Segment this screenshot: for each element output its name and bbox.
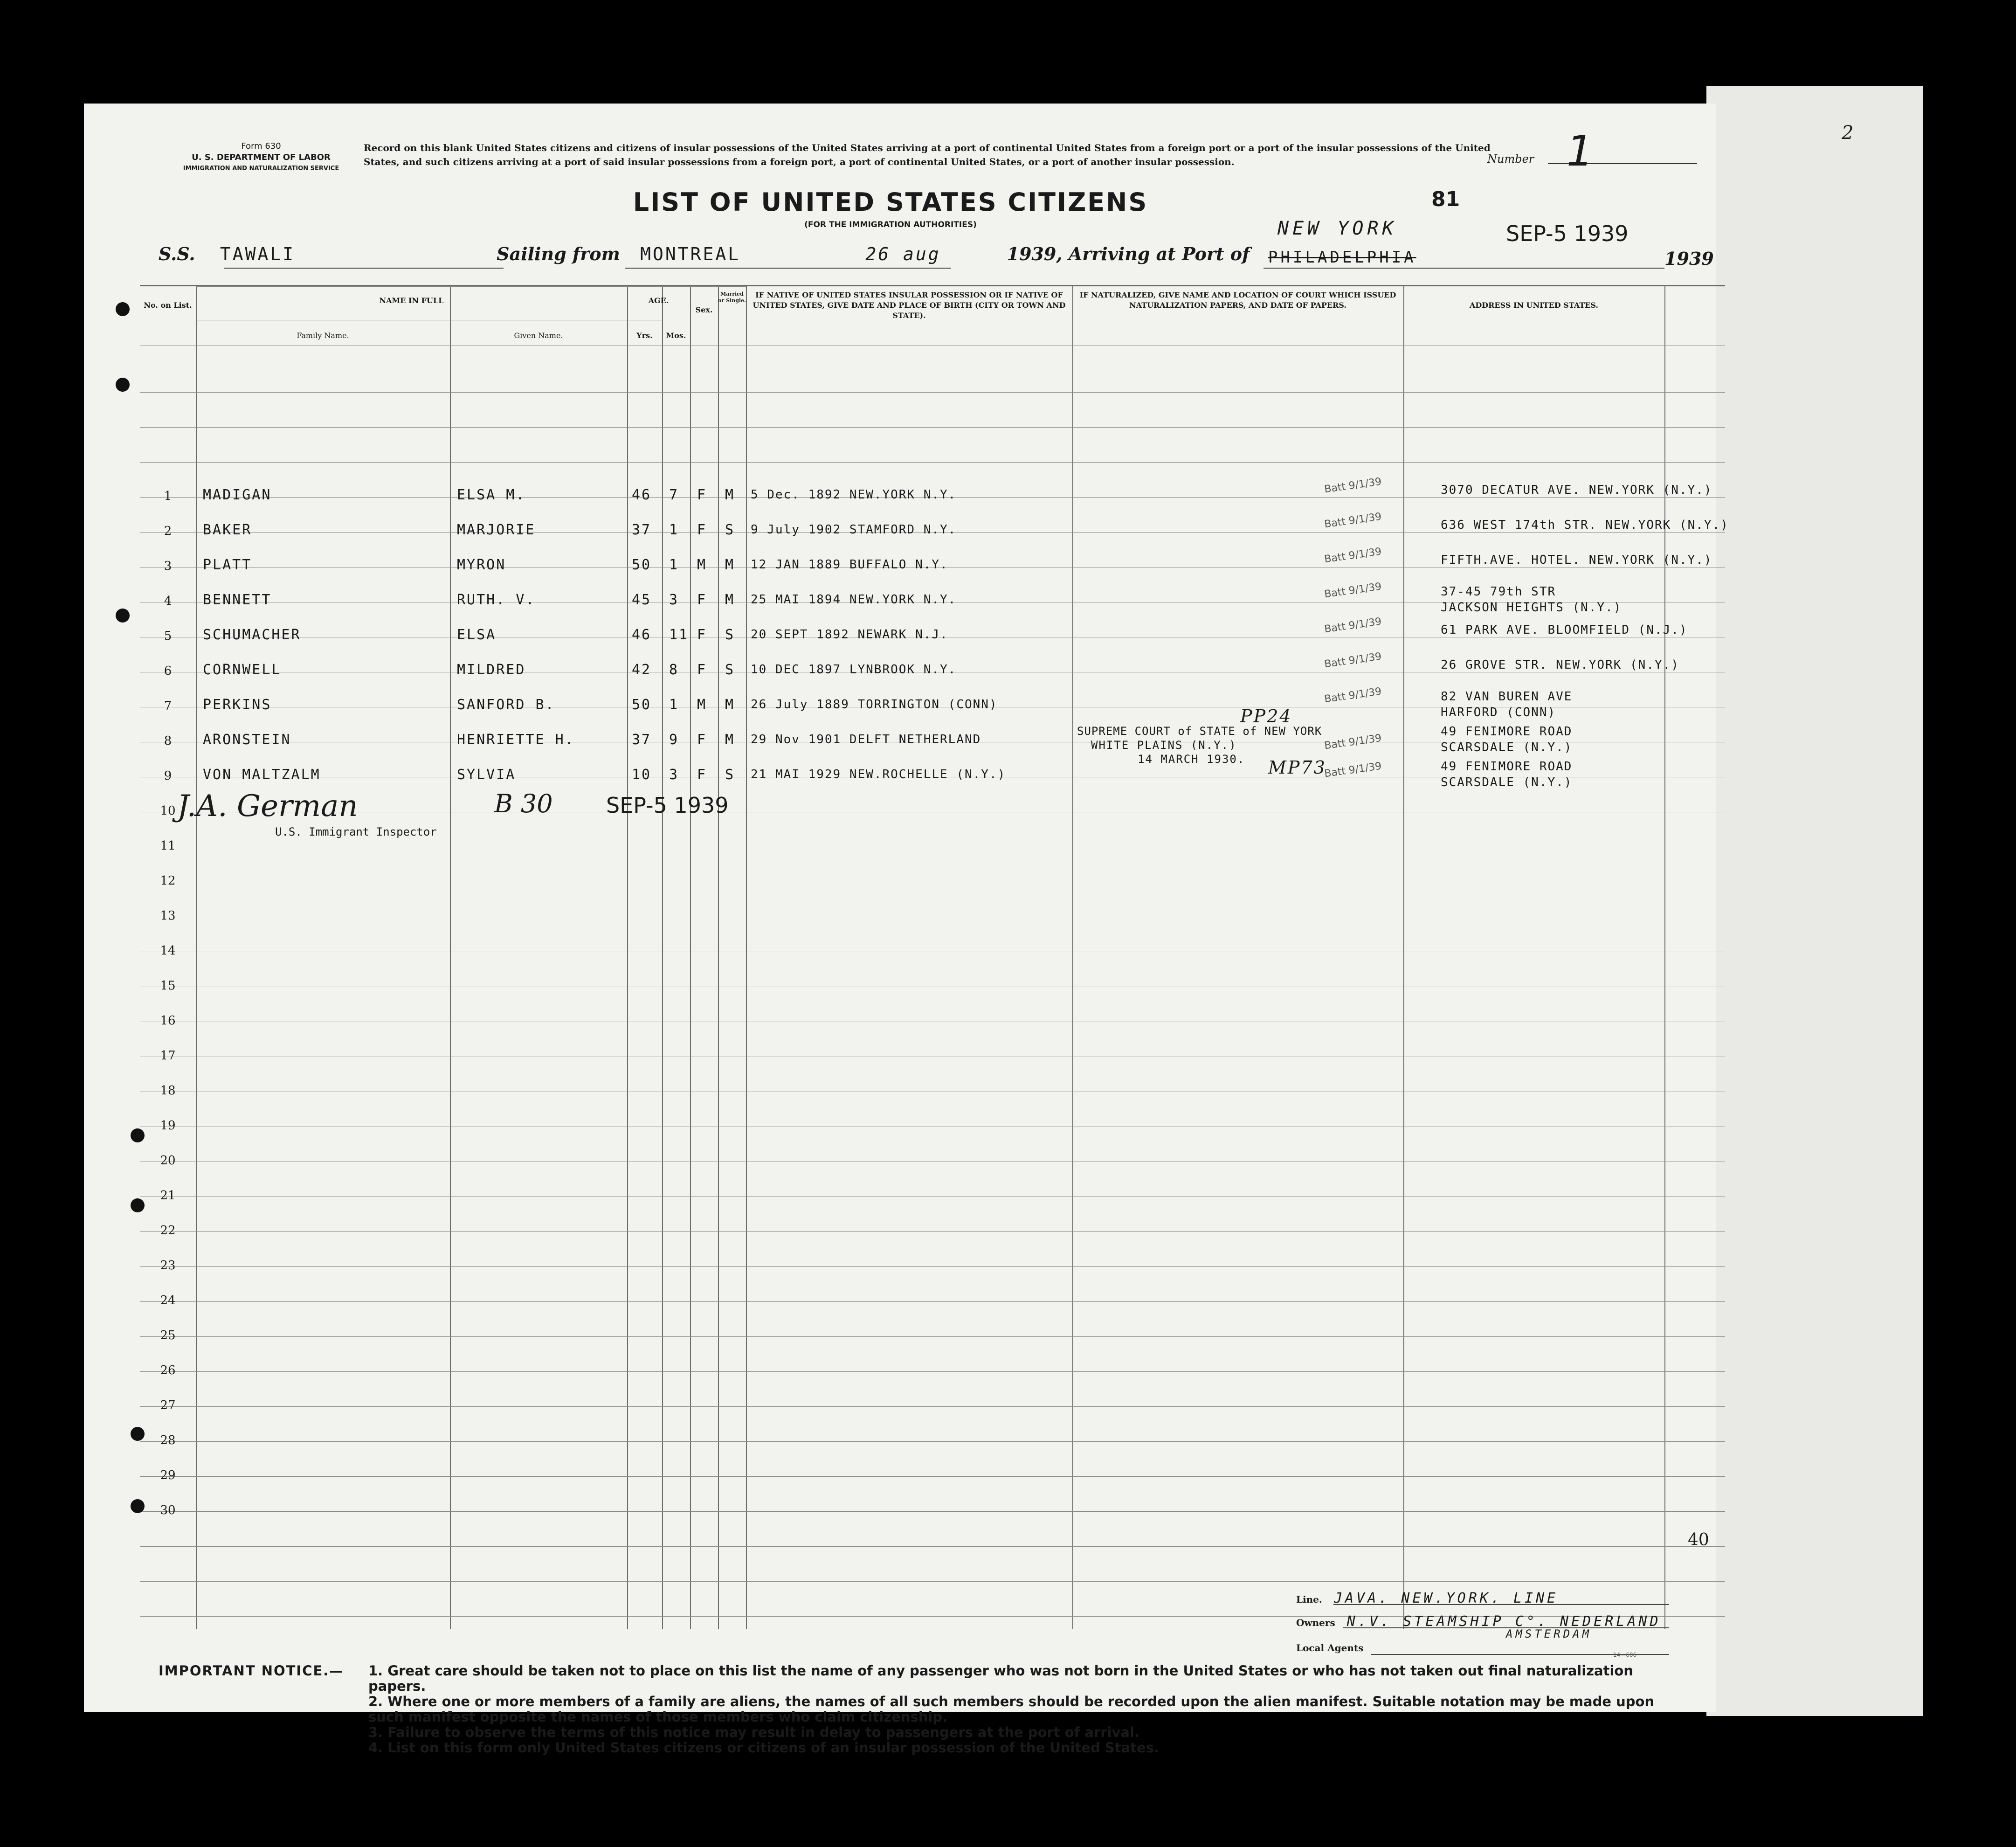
age-months: 7 (669, 487, 679, 503)
age-months: 1 (669, 697, 679, 713)
col-name-in-full: NAME IN FULL (379, 296, 444, 305)
line-label: Line. (1296, 1594, 1322, 1605)
marital-status: M (725, 697, 735, 713)
col-yrs: Yrs. (636, 331, 653, 340)
sailing-date: 26 aug (865, 244, 941, 264)
birth-date-place: 5 Dec. 1892 NEW.YORK N.Y. (751, 488, 957, 502)
col-address: ADDRESS IN UNITED STATES. (1469, 301, 1599, 310)
row-number: 2 (164, 524, 172, 538)
sex: F (697, 767, 707, 783)
us-address-line2: HARFORD (CONN) (1441, 706, 1556, 719)
row-number: 7 (164, 699, 172, 713)
col-sex: Sex. (695, 305, 713, 314)
marital-status: M (725, 487, 735, 503)
row-number: 29 (160, 1468, 176, 1482)
row-number: 9 (164, 769, 172, 783)
marital-status: S (725, 627, 735, 643)
us-address: 3070 DECATUR AVE. NEW.YORK (N.Y.) (1441, 483, 1712, 497)
us-address: 37-45 79th STR (1441, 585, 1556, 599)
number-value: 1 (1567, 127, 1594, 176)
row-number: 3 (164, 559, 172, 573)
age-months: 11 (669, 627, 689, 643)
inspector-date-stamp: SEP-5 1939 (606, 793, 729, 818)
birth-date-place: 9 July 1902 STAMFORD N.Y. (751, 523, 957, 537)
col-age: AGE. (648, 296, 669, 305)
age-years: 50 (632, 697, 652, 713)
sex: F (697, 627, 707, 643)
notice-lead: IMPORTANT NOTICE.— (159, 1663, 344, 1679)
us-address: 61 PARK AVE. BLOOMFIELD (N.J.) (1441, 623, 1688, 637)
us-address: 26 GROVE STR. NEW.YORK (N.Y.) (1441, 658, 1679, 672)
col-naturalized: IF NATURALIZED, GIVE NAME AND LOCATION OF COURT WHICH ISSUED NATURALIZATION PAPERS, AND DATE OF PAPERS. (1079, 291, 1396, 310)
row-number: 26 (160, 1363, 176, 1377)
age-months: 1 (669, 557, 679, 573)
birth-date-place: 21 MAI 1929 NEW.ROCHELLE (N.Y.) (751, 768, 1006, 782)
owners-value: N.V. STEAMSHIP C°. NEDERLAND (1346, 1613, 1661, 1630)
sex: F (697, 522, 707, 538)
age-months: 3 (669, 767, 679, 783)
given-name: MILDRED (457, 662, 526, 678)
row-number: 11 (160, 839, 176, 853)
binder-hole (116, 609, 130, 623)
form-id: Form 630 U. S. DEPARTMENT OF LABOR IMMIGRATION AND NATURALIZATION SERVICE (183, 141, 339, 172)
us-address-line2: SCARSDALE (N.Y.) (1441, 740, 1573, 754)
mp-annotation: MP73 (1268, 757, 1326, 778)
marital-status: M (725, 592, 735, 608)
record-instructions: Record on this blank United States citizens and citizens of insular possessions of the United States arriving at a port of continental United States from a foreign port or a port of the insular possessions of the United States, and such citizens arriving at a port of said insular possessions from a foreign port, a port of continental United States, or a port of another insular possession. (364, 142, 1491, 167)
pp-annotation: PP24 (1240, 706, 1292, 726)
binder-hole (131, 1198, 145, 1212)
birth-date-place: 10 DEC 1897 LYNBROOK N.Y. (751, 663, 957, 677)
row-number: 17 (160, 1049, 176, 1063)
row-number: 27 (160, 1398, 176, 1412)
binder-hole (131, 1128, 145, 1142)
age-months: 1 (669, 522, 679, 538)
family-name: PERKINS (203, 697, 272, 713)
sex: M (697, 557, 707, 573)
agents-field (1296, 1642, 1363, 1653)
row-number: 4 (164, 594, 172, 608)
marital-status: S (725, 767, 735, 783)
family-name: BENNETT (203, 592, 272, 608)
notice-item: 1. Great care should be taken not to place on this list the name of any passenger who was not born in the United States or who has not taken out final naturalization papers. (368, 1663, 1633, 1694)
line-underline (1333, 1604, 1669, 1605)
port-handwritten: NEW YORK (1277, 218, 1397, 239)
given-name: MARJORIE (457, 522, 536, 538)
age-months: 8 (669, 662, 679, 678)
given-name: ELSA M. (457, 487, 526, 503)
port-struck-through: PHILADELPHIA (1268, 248, 1416, 267)
row-number: 20 (160, 1154, 176, 1168)
age-months: 9 (669, 732, 679, 748)
verification-mark: Batt 9/1/39 (1323, 581, 1382, 601)
arriving-label: , Arriving at Port of (1056, 243, 1250, 264)
ship-name: TAWALI (220, 244, 296, 264)
naturalization-court: SUPREME COURT of STATE of NEW YORK (1077, 725, 1322, 738)
notice-item: 3. Failure to observe the terms of this notice may result in delay to passengers at the port of arrival. (368, 1724, 1139, 1740)
verification-mark: Batt 9/1/39 (1323, 511, 1382, 531)
verification-mark: Batt 9/1/39 (1323, 685, 1382, 706)
manifest-page (84, 104, 1854, 1756)
page-subtitle: (FOR THE IMMIGRATION AUTHORITIES) (804, 220, 977, 229)
col-mos: Mos. (666, 331, 686, 340)
age-years: 45 (632, 592, 652, 608)
age-years: 46 (632, 627, 652, 643)
sex: F (697, 487, 707, 503)
row-number: 25 (160, 1328, 176, 1342)
backing-sheet (1706, 86, 1923, 1716)
agents-label: Local Agents (1296, 1642, 1364, 1653)
naturalization-date: 14 MARCH 1930. (1138, 753, 1245, 766)
family-name: MADIGAN (203, 487, 272, 503)
notice-item: 2. Where one or more members of a family are aliens, the names of all such members should be recorded upon the alien manifest. Suitable notation may be made upon such manifest opposite the names of those members who claim citizenship. (368, 1694, 1655, 1725)
age-years: 37 (632, 732, 652, 748)
row-number: 18 (160, 1084, 176, 1098)
row-number: 15 (160, 979, 176, 993)
birth-date-place: 20 SEPT 1892 NEWARK N.J. (751, 628, 948, 642)
row-number: 30 (160, 1503, 176, 1517)
inspector-label: U.S. Immigrant Inspector (275, 825, 437, 838)
given-name: SYLVIA (457, 767, 516, 783)
row-number: 5 (164, 629, 172, 643)
port-underline (1263, 268, 1664, 269)
given-name: MYRON (457, 557, 506, 573)
family-name: ARONSTEIN (203, 732, 291, 748)
row-number: 19 (160, 1119, 176, 1133)
binder-hole (131, 1499, 145, 1513)
owners-label: Owners (1296, 1617, 1335, 1628)
given-name: HENRIETTE H. (457, 732, 575, 748)
family-name: SCHUMACHER (203, 627, 301, 643)
sex: F (697, 662, 707, 678)
arrival-date-stamp: SEP-5 1939 (1506, 221, 1629, 246)
row-number: 22 (160, 1224, 176, 1238)
sailing-year: 1939 (1007, 243, 1056, 264)
binder-hole (131, 1427, 145, 1441)
row-number: 16 (160, 1014, 176, 1028)
sailing-underline (625, 268, 951, 269)
row-number: 12 (160, 874, 176, 888)
voyage-line (159, 243, 1250, 264)
us-address: FIFTH.AVE. HOTEL. NEW.YORK (N.Y.) (1441, 553, 1712, 567)
inspector-signature: J.A. German (177, 789, 358, 823)
age-years: 50 (632, 557, 652, 573)
side-mark: 2 (1842, 122, 1854, 144)
marital-status: S (725, 662, 735, 678)
sailing-from: MONTREAL (640, 244, 741, 264)
row-number: 28 (160, 1433, 176, 1447)
sex: F (697, 592, 707, 608)
row-number: 1 (164, 489, 172, 503)
verification-mark: Batt 9/1/39 (1323, 650, 1382, 671)
row-number: 6 (164, 664, 172, 678)
binder-hole (116, 378, 130, 392)
family-name: BAKER (203, 522, 252, 538)
verification-mark: Batt 9/1/39 (1323, 616, 1382, 636)
sex: F (697, 732, 707, 748)
col-family-name: Family Name. (297, 331, 349, 340)
row-number: 13 (160, 909, 176, 923)
number-label: Number (1487, 152, 1534, 166)
owners-value-line2: AMSTERDAM (1506, 1627, 1592, 1640)
page-title: LIST OF UNITED STATES CITIZENS (633, 187, 1148, 217)
marital-status: M (725, 732, 735, 748)
birth-date-place: 29 Nov 1901 DELFT NETHERLAND (751, 733, 981, 747)
col-native-birth: IF NATIVE OF UNITED STATES INSULAR POSSESSION OR IF NATIVE OF UNITED STATES, GIVE DATE AND PLACE OF BIRTH (CITY OR TOWN AND STATE). (753, 291, 1066, 320)
verification-mark: Batt 9/1/39 (1323, 476, 1382, 496)
ship-underline (224, 268, 504, 269)
age-years: 46 (632, 487, 652, 503)
passenger-table (140, 285, 1729, 1629)
us-address-line2: SCARSDALE (N.Y.) (1441, 775, 1573, 789)
stamp-number: 81 (1431, 187, 1460, 211)
binder-hole (116, 302, 130, 316)
marital-status: M (725, 557, 735, 573)
notice-item: 4. List on this form only United States citizens or citizens of an insular possession of the United States. (368, 1740, 1159, 1756)
inspector-initials: B 30 (494, 789, 553, 818)
form-code: 14—606 (1613, 1652, 1637, 1658)
col-no-on-list: No. on List. (144, 301, 192, 310)
line-value: JAVA. NEW.YORK. LINE (1333, 1590, 1559, 1606)
page-count: 40 (1688, 1530, 1709, 1550)
age-years: 42 (632, 662, 652, 678)
sex: M (697, 697, 707, 713)
family-name: PLATT (203, 557, 252, 573)
notice-list (368, 1663, 1664, 1756)
row-number: 8 (164, 734, 172, 748)
marital-status: S (725, 522, 735, 538)
given-name: ELSA (457, 627, 497, 643)
family-name: CORNWELL (203, 662, 282, 678)
sailing-label: Sailing from (497, 243, 620, 264)
us-address: 636 WEST 174th STR. NEW.YORK (N.Y.) (1441, 518, 1729, 532)
given-name: SANFORD B. (457, 697, 555, 713)
age-months: 3 (669, 592, 679, 608)
row-number: 14 (160, 944, 176, 958)
us-address: 49 FENIMORE ROAD (1441, 760, 1573, 774)
row-number: 21 (160, 1189, 176, 1203)
col-given-name: Given Name. (514, 331, 563, 340)
us-address: 82 VAN BUREN AVE (1441, 690, 1573, 704)
family-name: VON MALTZALM (203, 767, 321, 783)
birth-date-place: 25 MAI 1894 NEW.YORK N.Y. (751, 593, 957, 607)
verification-mark: Batt 9/1/39 (1323, 546, 1382, 566)
given-name: RUTH. V. (457, 592, 536, 608)
age-years: 10 (632, 767, 652, 783)
naturalization-location: WHITE PLAINS (N.Y.) (1091, 739, 1237, 752)
us-address: 49 FENIMORE ROAD (1441, 725, 1573, 739)
age-years: 37 (632, 522, 652, 538)
verification-mark: Batt 9/1/39 (1323, 760, 1382, 780)
verification-mark: Batt 9/1/39 (1323, 732, 1382, 752)
birth-date-place: 26 July 1889 TORRINGTON (CONN) (751, 698, 998, 712)
col-married-single: Married or Single. (718, 291, 746, 304)
row-number: 23 (160, 1259, 176, 1273)
birth-date-place: 12 JAN 1889 BUFFALO N.Y. (751, 558, 948, 572)
us-address-line2: JACKSON HEIGHTS (N.Y.) (1441, 601, 1622, 615)
row-number: 10 (160, 804, 176, 818)
row-number: 24 (160, 1294, 176, 1307)
arrival-year: 1939 (1664, 248, 1714, 269)
ss-label: S.S. (159, 243, 195, 264)
